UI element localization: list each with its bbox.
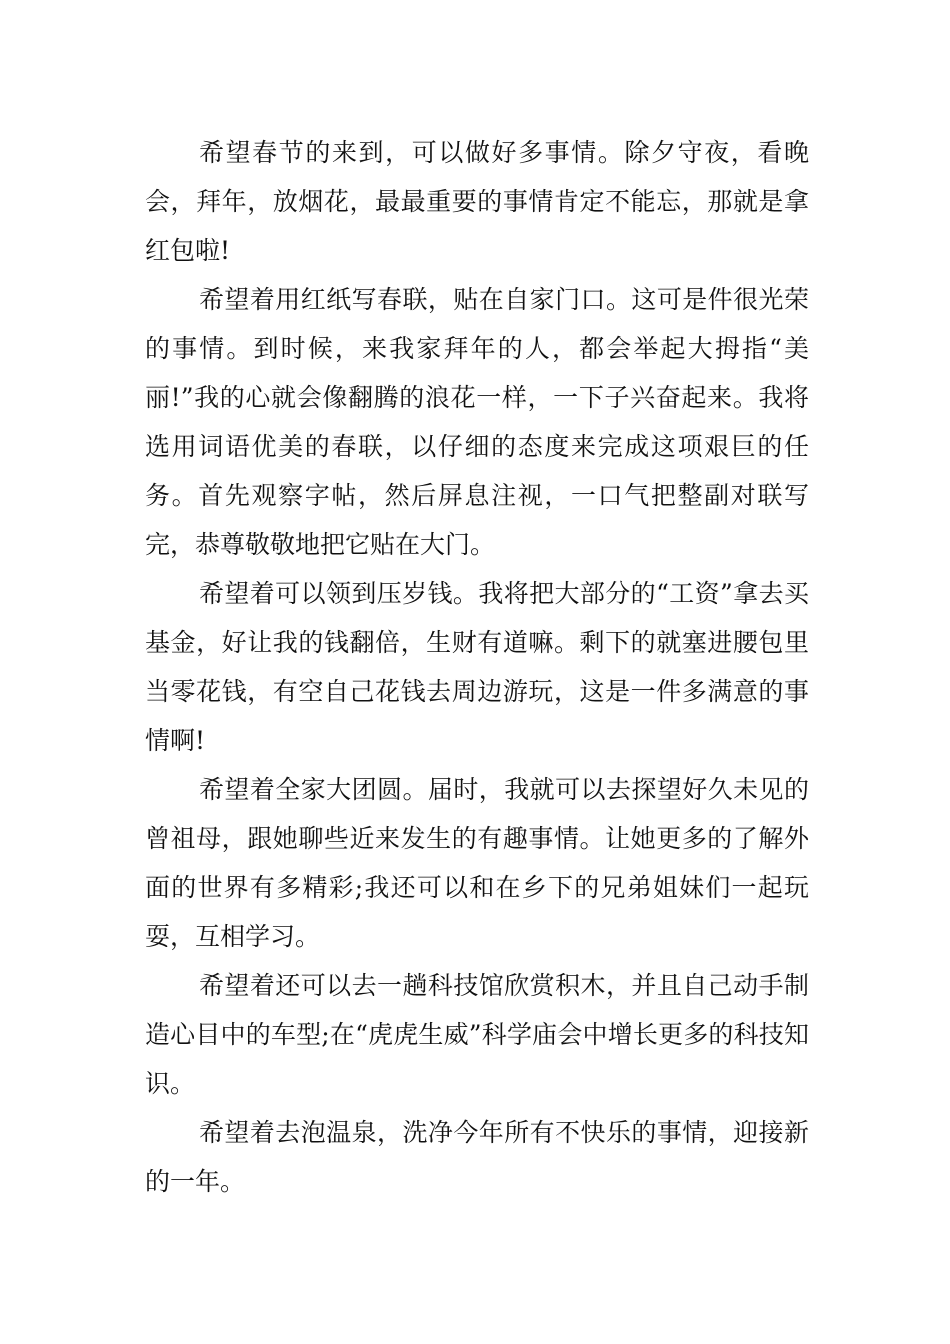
paragraph: 希望着用红纸写春联，贴在自家门口。这可是件很光荣的事情。到时候，来我家拜年的人，都会举起大拇指“美丽!”我的心就会像翻腾的浪花一样，一下子兴奋起来。我将选用词语优美的春联，以仔细的态度来完成这项艰巨的任务。首先观察字帖，然后屏息注视，一口气把整副对联写完，恭尊敬敬地把它贴在大门。: [145, 285, 809, 559]
paragraph: 希望着还可以去一趟科技馆欣赏积木，并且自己动手制造心目中的车型;在“虎虎生威”科学庙会中增长更多的科技知识。: [145, 971, 809, 1098]
paragraph: 希望春节的来到，可以做好多事情。除夕守夜，看晚会，拜年，放烟花，最最重要的事情肯定不能忘，那就是拿红包啦!: [145, 138, 809, 265]
document-body: [145, 128, 809, 1206]
paragraph: 希望着可以领到压岁钱。我将把大部分的“工资”拿去买基金，好让我的钱翻倍，生财有道嘛。剩下的就塞进腰包里当零花钱，有空自己花钱去周边游玩，这是一件多满意的事情啊!: [145, 579, 809, 755]
paragraph: 希望着全家大团圆。届时，我就可以去探望好久未见的曾祖母，跟她聊些近来发生的有趣事情。让她更多的了解外面的世界有多精彩;我还可以和在乡下的兄弟姐妹们一起玩耍，互相学习。: [145, 775, 809, 951]
paragraph: 希望着去泡温泉，洗净今年所有不快乐的事情，迎接新的一年。: [145, 1118, 809, 1196]
